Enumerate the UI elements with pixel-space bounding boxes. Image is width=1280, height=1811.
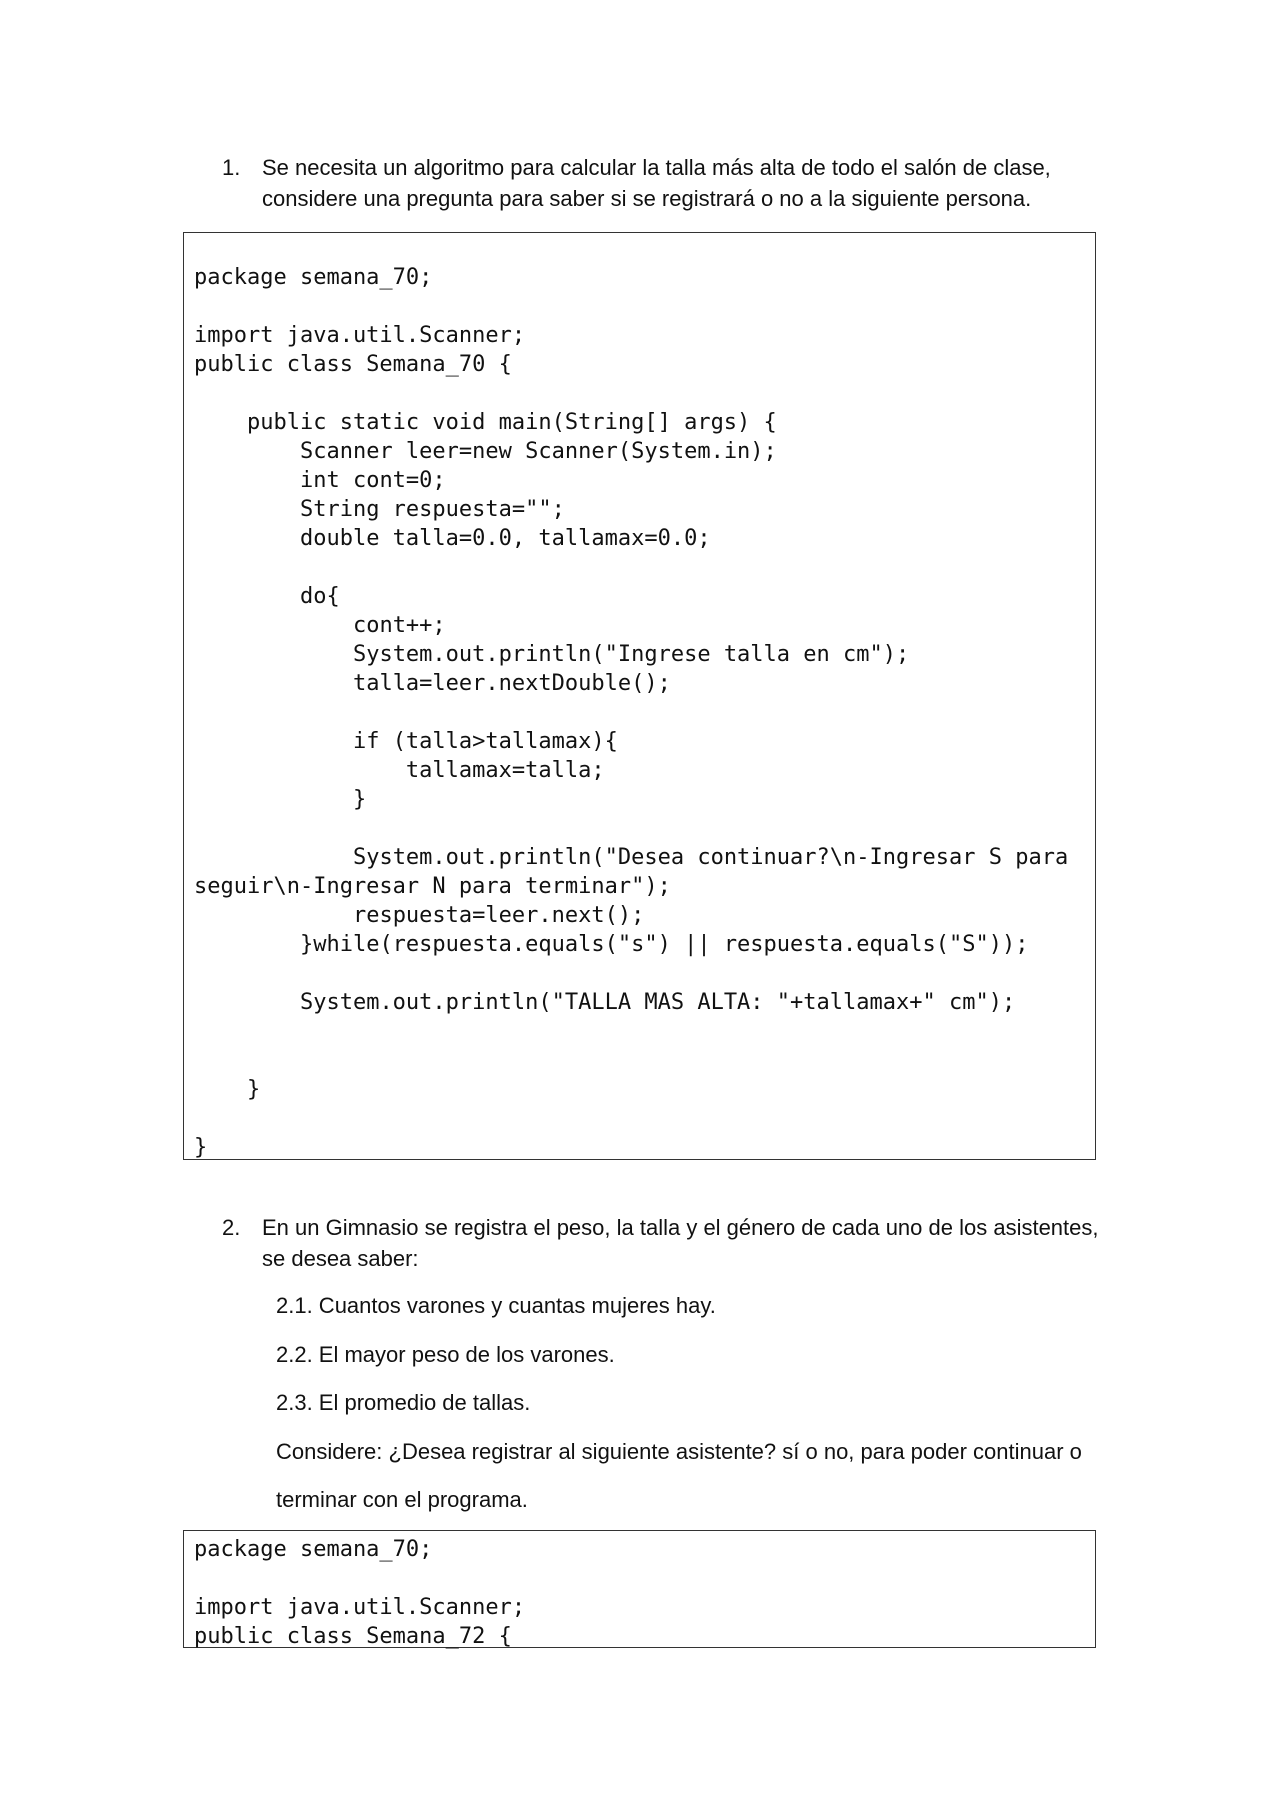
code-line: } — [194, 787, 367, 812]
code-line: Scanner leer=new Scanner(System.in); — [194, 439, 777, 464]
question-1 — [222, 152, 1102, 214]
code-line — [194, 1046, 1081, 1075]
code-line: cont++; — [194, 613, 446, 638]
code-line: public static void main(String[] args) { — [194, 410, 777, 435]
code-line: package semana_70; — [194, 1537, 433, 1562]
code-block-1 — [194, 263, 1081, 1162]
code-line — [194, 959, 1081, 988]
code-line: tallamax=talla; — [194, 758, 605, 783]
code-line: import java.util.Scanner; — [194, 1595, 526, 1620]
code-line: double talla=0.0, tallamax=0.0; — [194, 526, 711, 551]
question-1-text: Se necesita un algoritmo para calcular la talla más alta de todo el salón de clase, considere una pregunta para saber si se registrará o no a la siguiente persona. — [262, 155, 1051, 211]
subitem-2-2: 2.2. El mayor peso de los varones. — [276, 1341, 615, 1367]
consider-note: Considere: ¿Desea registrar al siguiente asistente? sí o no, para poder continuar o — [276, 1438, 1082, 1464]
code-line: } — [194, 1135, 208, 1160]
code-block-2 — [194, 1535, 1081, 1651]
code-box-2 — [183, 1530, 1096, 1648]
consider-note-continued: terminar con el programa. — [276, 1487, 528, 1512]
code-line — [194, 553, 1081, 582]
subitem-2-1: 2.1. Cuantos varones y cuantas mujeres hay. — [276, 1293, 716, 1318]
code-line: String respuesta=""; — [194, 497, 565, 522]
question-2-number: 2. — [222, 1215, 241, 1240]
subitem-2-3: 2.3. El promedio de tallas. — [276, 1390, 531, 1415]
code-line: package semana_70; — [194, 265, 433, 290]
code-line — [194, 698, 1081, 727]
code-line: do{ — [194, 584, 340, 609]
code-line — [194, 1017, 1081, 1046]
question-2-subitems — [276, 1290, 1096, 1533]
code-line: System.out.println("Desea continuar?\n-Ingresar S para seguir\n-Ingresar N para terminar"); — [194, 845, 1082, 899]
code-line — [194, 814, 1081, 843]
code-line — [194, 379, 1081, 408]
code-line: import java.util.Scanner; — [194, 323, 526, 348]
code-line: }while(respuesta.equals("s") || respuesta.equals("S")); — [194, 932, 1029, 957]
code-line: talla=leer.nextDouble(); — [194, 671, 671, 696]
code-line: public class Semana_72 { — [194, 1624, 512, 1649]
code-line: } — [194, 1077, 261, 1102]
code-line: System.out.println("TALLA MAS ALTA: "+tallamax+" cm"); — [194, 990, 1016, 1015]
code-line: if (talla>tallamax){ — [194, 729, 618, 754]
code-line: public class Semana_70 { — [194, 352, 512, 377]
question-1-number: 1. — [222, 155, 241, 180]
code-line — [194, 1104, 1081, 1133]
code-line — [194, 292, 1081, 321]
question-2-text: En un Gimnasio se registra el peso, la talla y el género de cada uno de los asistentes, se desea saber: — [262, 1215, 1099, 1271]
question-2 — [222, 1212, 1102, 1274]
code-line: respuesta=leer.next(); — [194, 903, 645, 928]
code-line — [194, 1564, 1081, 1593]
code-line: int cont=0; — [194, 468, 446, 493]
code-box-1 — [183, 232, 1096, 1160]
code-line: System.out.println("Ingrese talla en cm"); — [194, 642, 910, 667]
